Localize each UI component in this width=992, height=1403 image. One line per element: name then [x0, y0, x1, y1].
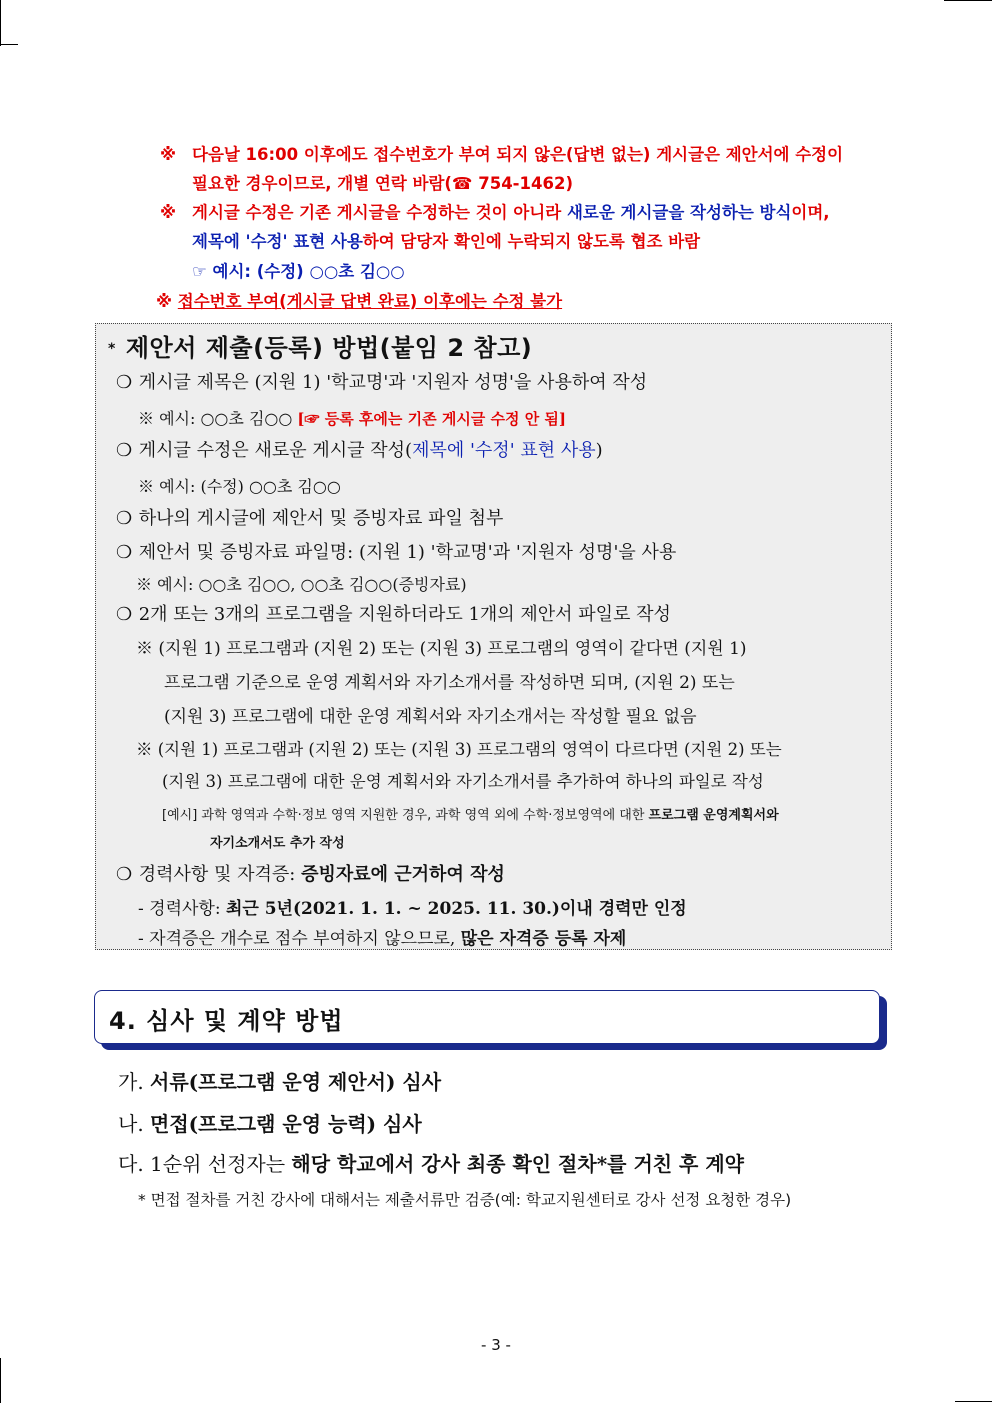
note-text: 필요한 경우이므로, 개별 연락 바람(☎ 754-1462): [192, 174, 573, 193]
item-text: 제안서 및 증빙자료 파일명: (지원 1) '학교명'과 '지원자 성명'을 사용: [138, 542, 677, 563]
submission-method-box: [95, 323, 892, 950]
circle-bullet-icon: ❍: [116, 372, 133, 393]
list-item: [116, 504, 503, 530]
list-subitem: [138, 894, 687, 919]
list-item: [116, 368, 647, 394]
note-emphasis: 새로운 게시글을 작성하는 방식: [566, 203, 792, 222]
crop-mark-top-left-v: [0, 0, 1, 46]
step-item: [118, 1148, 744, 1177]
step-item: [118, 1066, 441, 1095]
section-heading: [94, 990, 880, 1044]
item-emphasis: 많은 자격증 등록 자제: [460, 929, 627, 949]
item-text: - 자격증은 개수로 점수 부여하지 않으므로,: [138, 929, 461, 949]
list-item: [116, 436, 603, 462]
example-note-cont: 자기소개서도 추가 작성: [210, 836, 345, 851]
step-label: 나.: [118, 1112, 151, 1136]
section-title: 4. 심사 및 계약 방법: [109, 1007, 344, 1035]
circle-bullet-icon: ❍: [116, 542, 133, 563]
note-text: 이며,: [791, 203, 830, 222]
reference-mark: ※: [160, 145, 177, 164]
item-text: - 경력사항:: [138, 899, 226, 919]
step-text: 서류(프로그램 운영 제안서) 심사: [150, 1070, 442, 1094]
list-subitem-cont: (지원 3) 프로그램에 대한 운영 계획서와 자기소개서를 추가하여 하나의 파일로 작성: [162, 772, 764, 791]
list-subitem: ※ (지원 1) 프로그램과 (지원 2) 또는 (지원 3) 프로그램의 영역이 다르다면 (지원 2) 또는: [136, 740, 782, 759]
item-emphasis: 최근 5년(2021. 1. 1. ~ 2025. 11. 30.)이내 경력만 인정: [225, 899, 687, 919]
step-label: 가.: [118, 1070, 151, 1094]
note-text: 접수번호 부여(게시글 답변 완료) 이후에는 수정 불가: [177, 292, 563, 311]
circle-bullet-icon: ❍: [116, 440, 133, 461]
page-number: - 3 -: [481, 1336, 511, 1354]
step-item: [118, 1108, 422, 1137]
list-item: [116, 538, 676, 564]
list-item: [116, 600, 671, 626]
item-text: 2개 또는 3개의 프로그램을 지원하더라도 1개의 제안서 파일로 작성: [138, 604, 671, 625]
box-title-text: 제안서 제출(등록) 방법(붙임 2 참고): [125, 334, 533, 362]
item-text: 경력사항 및 자격증:: [138, 864, 302, 885]
asterisk-icon: *: [108, 341, 116, 357]
note-edit-method: [160, 198, 900, 256]
circle-bullet-icon: ❍: [116, 604, 133, 625]
item-text: 하나의 게시글에 제안서 및 증빙자료 파일 첨부: [138, 508, 504, 529]
step-text: 해당 학교에서 강사 최종 확인 절차*를 거친 후 계약: [291, 1152, 744, 1176]
footnote: * 면접 절차를 거친 강사에 대해서는 제출서류만 검증(예: 학교지원센터로 강사 선정 요청한 경우): [138, 1191, 792, 1209]
crop-mark-bottom-left-v: [0, 1358, 1, 1403]
item-text: 게시글 제목은 (지원 1) '학교명'과 '지원자 성명'을 사용하여 작성: [138, 372, 648, 393]
item-text: ): [595, 440, 603, 461]
note-text: 하여 담당자 확인에 누락되지 않도록 협조 바람: [362, 232, 701, 251]
list-subitem-cont: (지원 3) 프로그램에 대한 운영 계획서와 자기소개서는 작성할 필요 없음: [164, 707, 697, 727]
example-note: [162, 804, 779, 823]
circle-bullet-icon: ❍: [116, 508, 133, 529]
note-no-edit: [156, 287, 900, 317]
item-emphasis: 제목에 '수정' 표현 사용: [412, 440, 596, 461]
item-emphasis: 프로그램 운영계획서와: [648, 808, 779, 823]
step-label: 다. 1순위 선정자는: [118, 1152, 292, 1176]
note-unanswered: [160, 140, 900, 198]
list-subitem: [138, 406, 566, 429]
crop-mark-bottom-right: [955, 1401, 992, 1402]
item-text: 게시글 수정은 새로운 게시글 작성(: [138, 440, 413, 461]
warning-text: [☞ 등록 후에는 기존 게시글 수정 안 됨]: [297, 410, 567, 428]
circle-bullet-icon: ❍: [116, 864, 133, 885]
list-subitem: ※ 예시: ○○초 김○○, ○○초 김○○(증빙자료): [136, 575, 467, 594]
list-subitem-cont: 프로그램 기준으로 운영 계획서와 자기소개서를 작성하면 되며, (지원 2) 또는: [164, 673, 735, 693]
step-text: 면접(프로그램 운영 능력) 심사: [150, 1112, 422, 1136]
crop-mark-top-left: [0, 44, 18, 45]
crop-mark-top-right: [944, 0, 992, 1]
reference-mark: ※: [160, 203, 177, 222]
note-text: 다음날 16:00 이후에도 접수번호가 부여 되지 않은(답변 없는) 게시글은 제안서에 수정이: [192, 145, 844, 164]
box-title: [108, 328, 532, 363]
list-subitem: ※ (지원 1) 프로그램과 (지원 2) 또는 (지원 3) 프로그램의 영역이 같다면 (지원 1): [136, 639, 747, 659]
list-subitem: ※ 예시: (수정) ○○초 김○○: [138, 477, 341, 496]
item-text: [예시] 과학 영역과 수학·정보 영역 지원한 경우, 과학 영역 외에 수학·정보영역에 대한: [162, 808, 649, 823]
list-subitem: [138, 924, 626, 949]
reference-mark: ※: [156, 292, 173, 311]
item-text: ※ 예시: ○○초 김○○: [138, 409, 298, 428]
note-text: 게시글 수정은 기존 게시글을 수정하는 것이 아니라: [192, 203, 567, 222]
list-item: [116, 860, 505, 886]
notice-notes: [156, 140, 900, 317]
item-emphasis: 증빙자료에 근거하여 작성: [301, 864, 505, 885]
note-emphasis: 제목에 '수정' 표현 사용: [192, 232, 363, 251]
note-example: ☞ 예시: (수정) ○○초 김○○: [192, 262, 405, 281]
